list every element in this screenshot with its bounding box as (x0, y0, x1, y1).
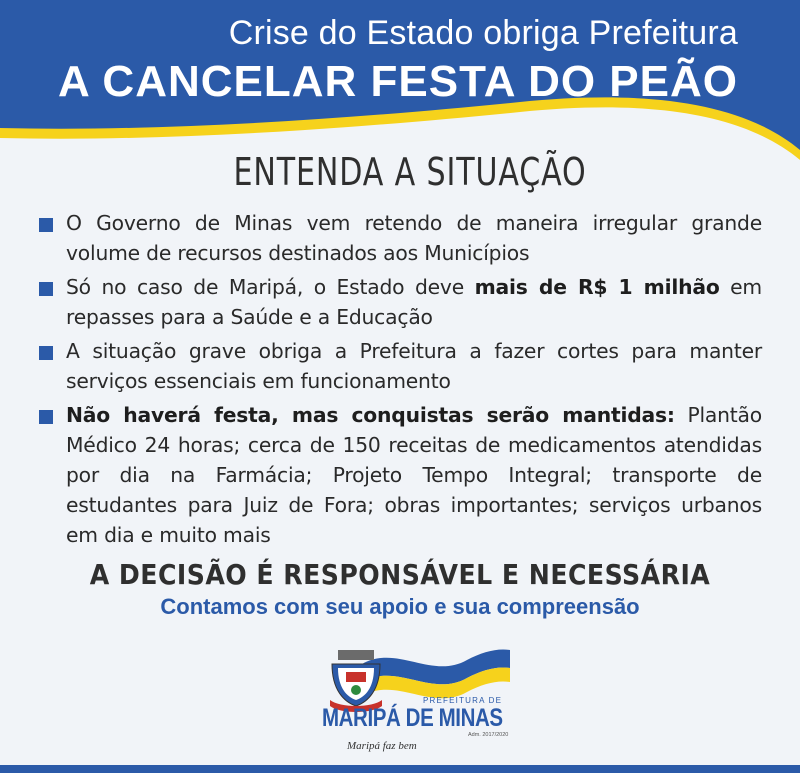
header-title: A CANCELAR FESTA DO PEÃO (58, 57, 738, 106)
bullet-text: A situação grave obriga a Prefeitura a fazer cortes para manter serviços essenciais em funcionamento (66, 339, 762, 393)
prefeitura-logo (322, 640, 512, 755)
logo-admin-text: Adm. 2017/2020 (468, 732, 509, 738)
bullet-list (38, 208, 762, 554)
square-bullet-icon (39, 218, 53, 232)
logo-main-text: MARIPÁ DE MINAS (322, 704, 503, 732)
footer-bar (0, 765, 800, 773)
square-bullet-icon (39, 410, 53, 424)
section-title: ENTENDA A SITUAÇÃO (233, 150, 587, 194)
logo-slogan: Maripá faz bem (347, 740, 417, 752)
logo-small-text: PREFEITURA DE (423, 696, 503, 705)
square-bullet-icon (39, 346, 53, 360)
bullet-bold-text: Não haverá festa, mas conquistas serão mantidas: (66, 403, 675, 427)
bullet-item (38, 336, 762, 396)
bullet-text: Plantão Médico 24 horas; cerca de 150 receitas de medicamentos atendidas por dia na Farmácia; Projeto Tempo Integral; transporte de estudantes para Juiz de Fora; obras importantes; serviços urbanos em dia e muito mais (66, 403, 762, 547)
bullet-bold-text: mais de R$ 1 milhão (474, 275, 720, 299)
bullet-text: O Governo de Minas vem retendo de maneira irregular grande volume de recursos destinados aos Municípios (66, 211, 762, 265)
closing-headline: A DECISÃO É RESPONSÁVEL E NECESSÁRIA (89, 558, 711, 591)
bullet-text: em repasses para a Saúde e a Educação (66, 275, 762, 329)
square-bullet-icon (39, 282, 53, 296)
header-subtitle: Crise do Estado obriga Prefeitura (228, 14, 738, 52)
bullet-item (38, 400, 762, 550)
bullet-item (38, 272, 762, 332)
bullet-item (38, 208, 762, 268)
flag-wave-icon (362, 642, 512, 702)
closing-subline: Contamos com seu apoio e sua compreensão (160, 594, 640, 619)
bullet-text: Só no caso de Maripá, o Estado deve (66, 275, 475, 299)
coat-of-arms-icon (330, 650, 382, 712)
